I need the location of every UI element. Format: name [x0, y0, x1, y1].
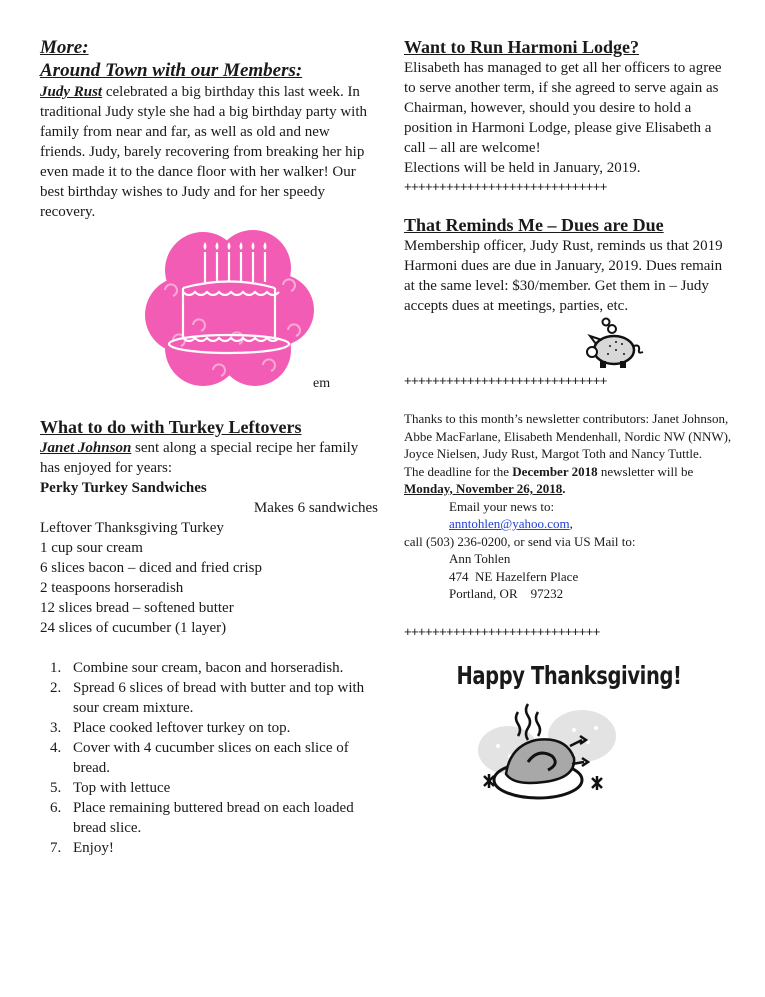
deadline-pre: The deadline for the	[404, 463, 513, 479]
recipe-step: 3. Place cooked leftover turkey on top.	[65, 718, 370, 738]
email-label: Email your news to:	[449, 498, 555, 514]
birthday-cake-icon	[143, 230, 315, 388]
around-town-heading: Around Town with our Members:	[40, 60, 303, 81]
elections-text: Elections will be held in January, 2019.	[404, 160, 641, 176]
call-text: call (503) 236-0200, or send via US Mail to:	[404, 533, 636, 549]
janet-paragraph	[40, 438, 370, 478]
janet-text: sent along a special recipe her family has enjoyed for years:	[40, 440, 359, 476]
judy-name: Judy Rust	[40, 84, 103, 100]
ingredient-item: 6 slices bacon – diced and fried crisp	[40, 560, 263, 576]
recipe-step: 1. Combine sour cream, bacon and horseradish.	[65, 658, 370, 678]
ingredient-item: 2 teaspoons horseradish	[40, 580, 184, 596]
address-line: Ann Tohlen	[449, 551, 511, 566]
deadline-mid: newsletter will be	[597, 463, 694, 479]
judy-text: celebrated a big birthday this last week. In traditional Judy style she had a big birthday party with family from near and far, as well as old and new friends. Judy, barely recovering from breaking her hip even made it to the dance floor with her walker! Our best birthday wishes to Judy and for her speedy recovery.	[40, 84, 368, 220]
recipe-yield: Makes 6 sandwiches	[253, 500, 378, 516]
turkey-figure	[404, 698, 734, 818]
ingredient-list	[40, 518, 370, 638]
plus-divider: ++++++++++++++++++++++++++++	[404, 623, 600, 639]
plus-divider: +++++++++++++++++++++++++++++	[404, 179, 607, 194]
cake-caption: em	[313, 376, 331, 391]
judy-birthday-paragraph	[40, 82, 370, 222]
ingredient-item: Leftover Thanksgiving Turkey	[40, 520, 224, 536]
thanks-paragraph: Thanks to this month’s newsletter contributors: Janet Johnson, Abbe MacFarlane, Elisabeth Mendenhall, Nordic NW (NNW), Joyce Nielsen, Judy Rust, Margot Toth and Nancy Tuttle.	[404, 411, 732, 461]
recipe-steps	[40, 658, 370, 858]
recipe-step: 6. Place remaining buttered bread on each loaded bread slice.	[65, 798, 370, 838]
deadline-issue: December 2018	[512, 463, 598, 479]
email-comma: ,	[569, 516, 573, 531]
cake-figure	[40, 228, 370, 400]
lodge-paragraph: Elisabeth has managed to get all her officers to agree to serve another term, if she agreed to serve again as Chairman, however, should you desire to hold a position in Harmoni Lodge, please give Elisabeth a call – all are welcome!	[404, 60, 722, 156]
left-column	[40, 36, 378, 858]
janet-name: Janet Johnson	[40, 440, 132, 456]
email-link[interactable]: anntohlen@yahoo.com	[449, 516, 570, 531]
dues-heading: That Reminds Me – Dues are Due	[404, 215, 664, 235]
email-line	[404, 515, 734, 533]
plus-divider: +++++++++++++++++++++++++++++	[404, 373, 607, 388]
recipe-title: Perky Turkey Sandwiches	[40, 480, 207, 496]
right-column	[404, 36, 734, 818]
recipe-step: 5. Top with lettuce	[65, 778, 370, 798]
recipe-step: 7. Enjoy!	[65, 838, 370, 858]
happy-thanksgiving-title: Happy Thanksgiving!	[456, 660, 682, 690]
ingredient-item: 12 slices bread – softened butter	[40, 600, 234, 616]
recipe-step: 2. Spread 6 slices of bread with butter and top with sour cream mixture.	[65, 678, 370, 718]
turkey-leftovers-heading: What to do with Turkey Leftovers	[40, 417, 302, 437]
address-line: Portland, OR 97232	[449, 586, 564, 601]
deadline-date: Monday, November 26, 2018	[404, 481, 563, 496]
deadline-paragraph	[404, 463, 734, 498]
deadline-end: .	[562, 481, 566, 496]
ingredient-item: 1 cup sour cream	[40, 540, 143, 556]
more-heading: More:	[40, 37, 89, 58]
contributors-section	[404, 410, 734, 603]
lodge-heading: Want to Run Harmoni Lodge?	[404, 37, 640, 57]
recipe-step: 4. Cover with 4 cucumber slices on each slice of bread.	[65, 738, 370, 778]
piggy-bank-figure	[404, 316, 734, 372]
roast-turkey-icon	[478, 698, 618, 808]
ingredient-item: 24 slices of cucumber (1 layer)	[40, 620, 227, 636]
dues-paragraph: Membership officer, Judy Rust, reminds us that 2019 Harmoni dues are due in January, 2019. Dues remain at the same level: $30/member. Get them in – Judy accepts dues at meetings, parties, etc.	[404, 238, 723, 314]
address-line: 474 NE Hazelfern Place	[449, 568, 579, 584]
piggy-bank-icon	[580, 316, 644, 372]
